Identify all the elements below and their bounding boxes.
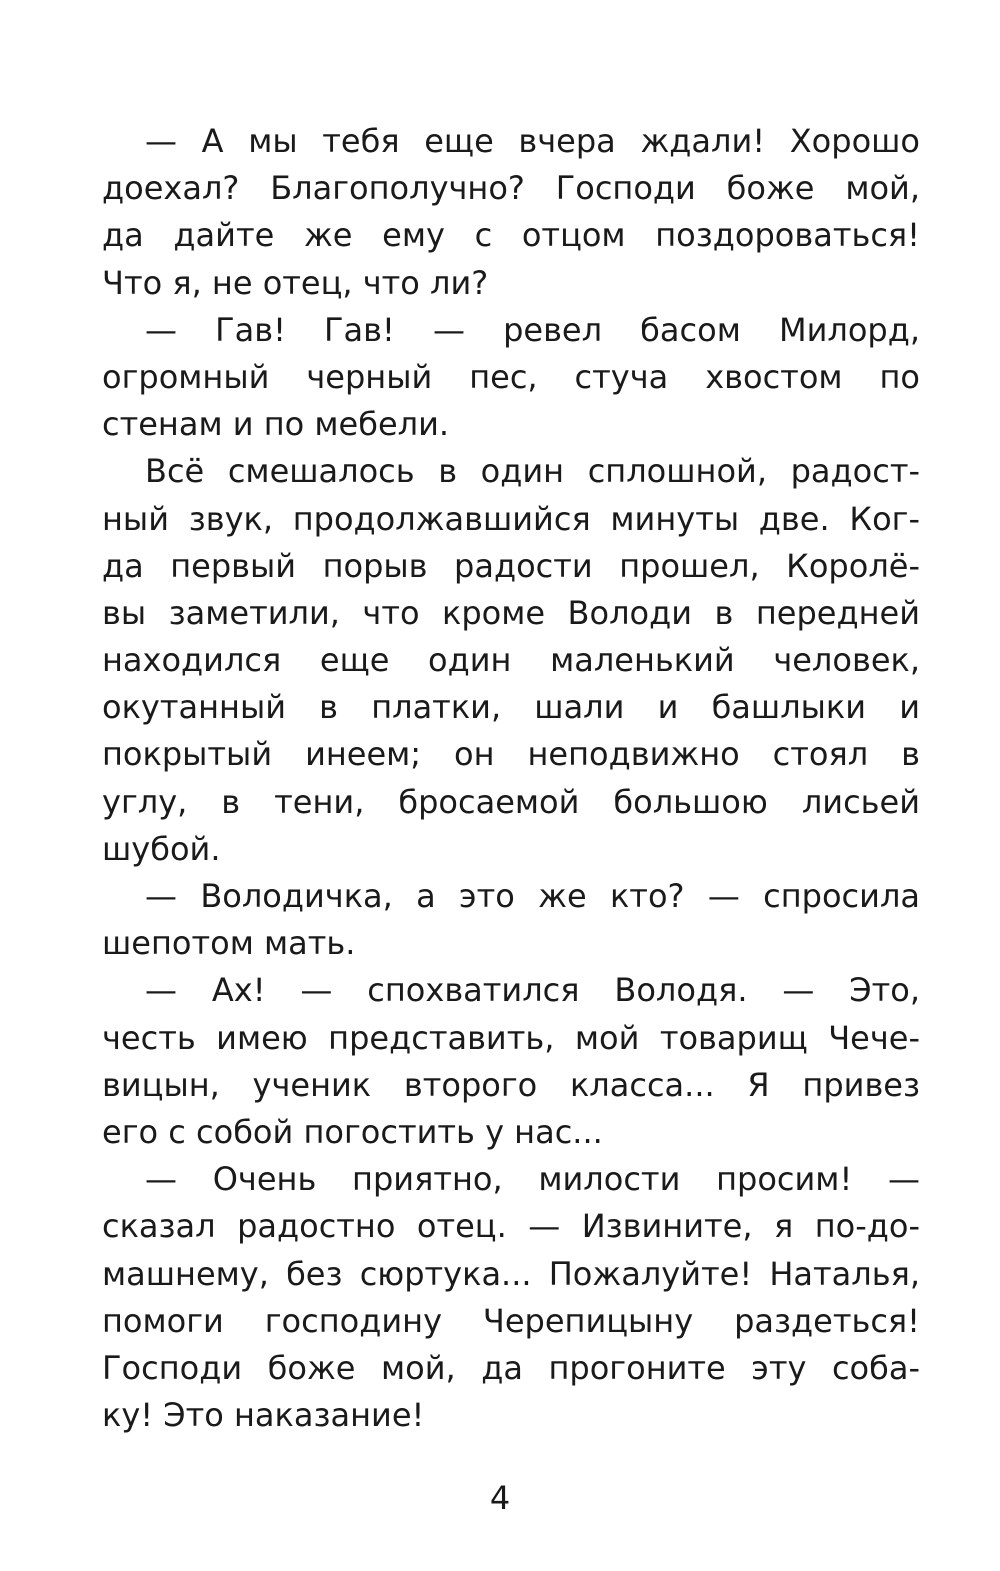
paragraph bbox=[102, 118, 920, 307]
text-line: — Ах! — спохватился Володя. — Это, bbox=[145, 971, 920, 1010]
paragraph bbox=[102, 448, 920, 873]
page-text bbox=[102, 118, 920, 1439]
text-line: шубой. bbox=[102, 829, 221, 868]
paragraph bbox=[102, 873, 920, 967]
text-line: стенам и по мебели. bbox=[102, 405, 450, 444]
text-line: находился еще один маленький человек, bbox=[102, 641, 920, 680]
text-line: помоги господину Черепицыну раздеться! bbox=[102, 1301, 920, 1340]
paragraph bbox=[102, 307, 920, 449]
text-line: ный звук, продолжавшийся минуты две. Ког- bbox=[102, 499, 920, 538]
text-line: честь имею представить, мой товарищ Чече- bbox=[102, 1018, 920, 1057]
text-line: ку! Это наказание! bbox=[102, 1396, 425, 1435]
text-line: вы заметили, что кроме Володи в передней bbox=[102, 593, 920, 632]
page-number: 4 bbox=[489, 1479, 511, 1517]
text-line: Что я, не отец, что ли? bbox=[102, 263, 489, 302]
text-line: Господи боже мой, да прогоните эту соба- bbox=[102, 1348, 920, 1387]
text-line: — Очень приятно, милости просим! — bbox=[145, 1160, 920, 1199]
text-line: Всё смешалось в один сплошной, радост- bbox=[145, 452, 920, 491]
text-line: углу, в тени, бросаемой большою лисьей bbox=[102, 782, 920, 821]
text-line: да дайте же ему с отцом поздороваться! bbox=[102, 216, 920, 255]
text-line: — Гав! Гав! — ревел басом Милорд, bbox=[145, 310, 920, 349]
text-line: шепотом мать. bbox=[102, 924, 356, 963]
text-line: — Володичка, а это же кто? — спросила bbox=[145, 877, 920, 915]
text-line: вицын, ученик второго класса... Я привез bbox=[102, 1065, 920, 1104]
text-line: его с собой погостить у нас... bbox=[102, 1112, 603, 1151]
paragraph bbox=[102, 1156, 920, 1439]
text-line: сказал радостно отец. — Извините, я по-до- bbox=[102, 1207, 920, 1246]
paragraph bbox=[102, 967, 920, 1156]
text-line: окутанный в платки, шали и башлыки и bbox=[102, 688, 920, 727]
text-line: да первый порыв радости прошел, Королё- bbox=[102, 546, 920, 585]
text-line: — А мы тебя еще вчера ждали! Хорошо bbox=[145, 122, 920, 160]
text-line: машнему, без сюртука... Пожалуйте! Наталья, bbox=[102, 1254, 920, 1293]
text-line: огромный черный пес, стуча хвостом по bbox=[102, 357, 920, 396]
text-line: доехал? Благополучно? Господи боже мой, bbox=[102, 169, 920, 208]
text-line: покрытый инеем; он неподвижно стоял в bbox=[102, 735, 920, 774]
